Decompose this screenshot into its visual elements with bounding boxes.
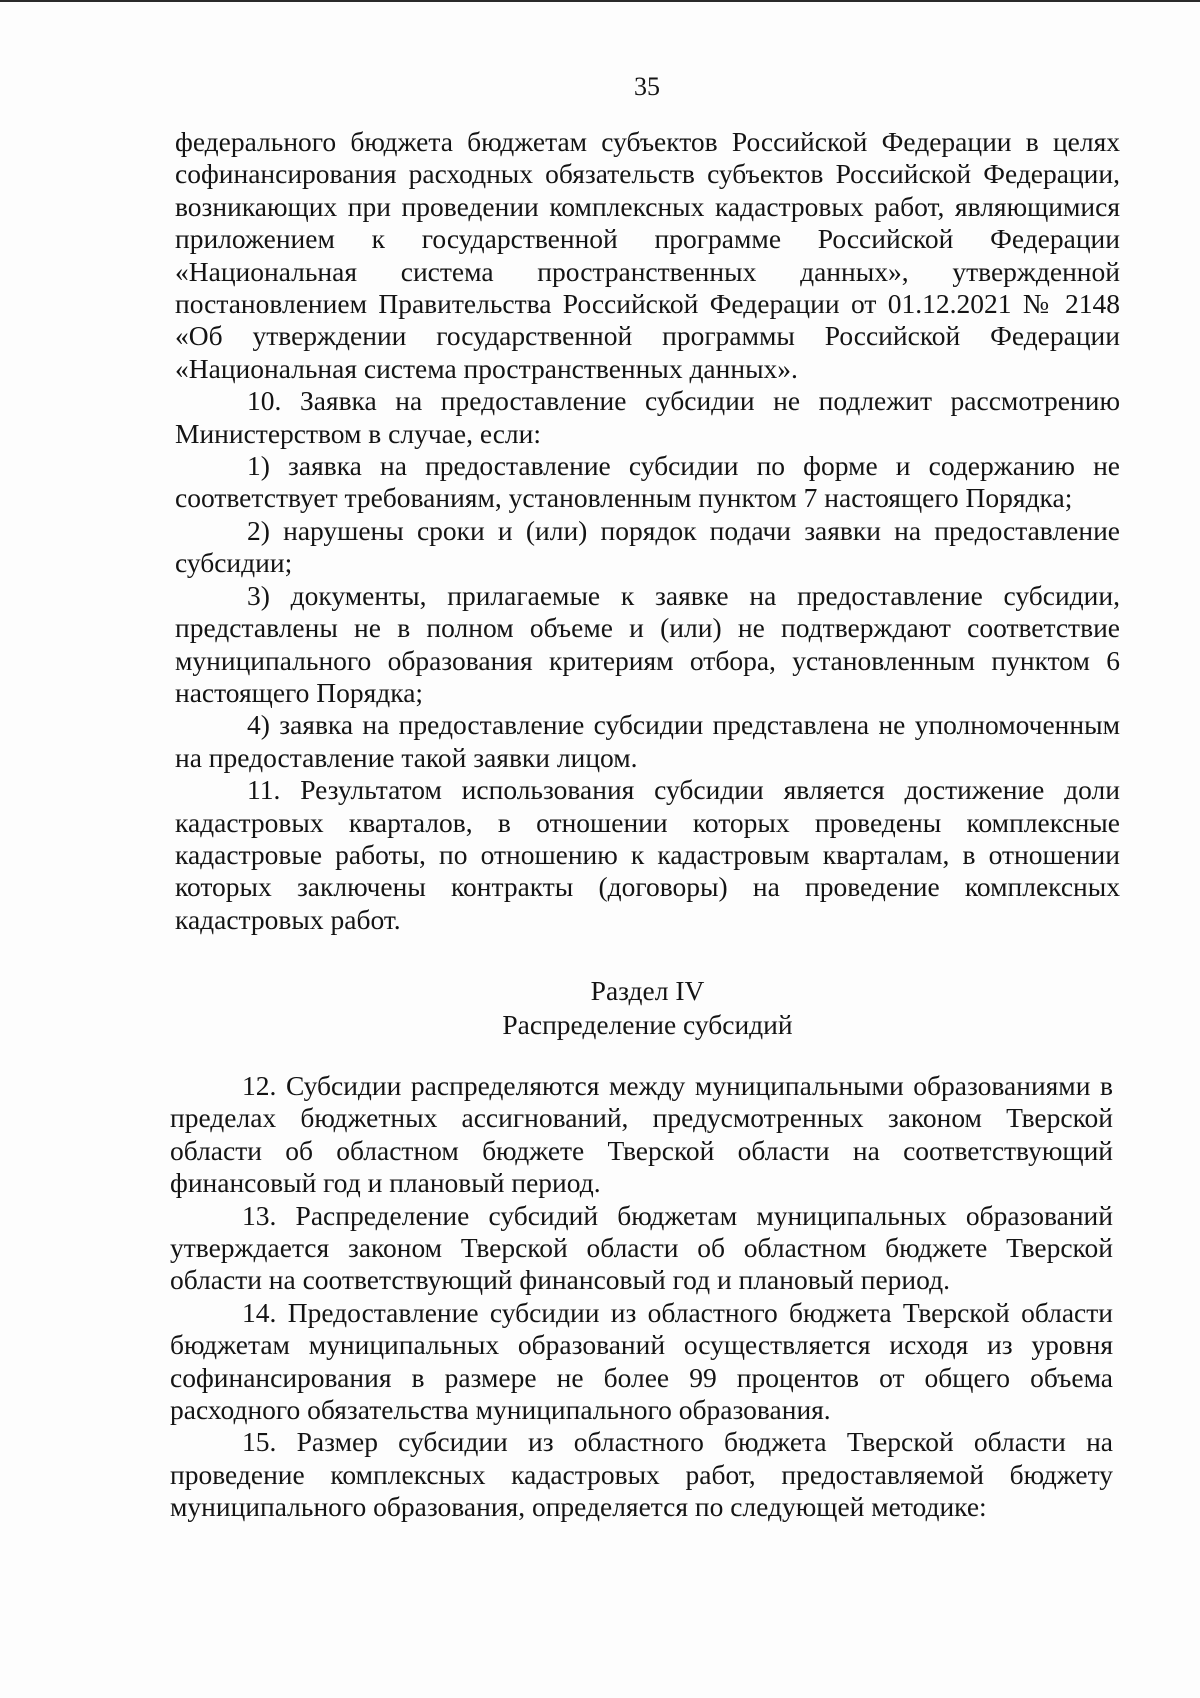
paragraph-continuation: федерального бюджета бюджетам субъектов Российской Федерации в целях софинансирования расходных обязательств субъектов Российской Федерации, возникающих при проведении комплексных кадастровых работ, являющимися приложением к государственной программе Российской Федерации «Национальная система пространственных данных», утвержденной постановлением Правительства Российской Федерации от 01.12.2021 № 2148 «Об утверждении государственной программы Российской Федерации «Национальная система пространственных данных». xyxy=(175,126,1120,384)
section-title: Раздел IV xyxy=(590,975,705,1006)
paragraph-item-10-3: 3) документы, прилагаемые к заявке на предоставление субсидии, представлены не в полном объеме и (или) не подтверждают соответствие муниципального образования критериям отбора, установленным пунктом 6 настоящего Порядка; xyxy=(175,579,1120,708)
text-block-upper xyxy=(175,126,1120,936)
paragraph-item-15: 15. Размер субсидии из областного бюджета Тверской области на проведение комплексных кадастровых работ, предоставляемой бюджету муниципального образования, определяется по следующей методике: xyxy=(170,1426,1113,1523)
text-block-lower xyxy=(170,1070,1113,1524)
paragraph-item-14: 14. Предоставление субсидии из областного бюджета Тверской области бюджетам муниципальных образований осуществляется исходя из уровня софинансирования в размере не более 99 процентов от общего объема расходного обязательства муниципального образования. xyxy=(170,1296,1113,1426)
paragraph-item-10-4: 4) заявка на предоставление субсидии представлена не уполномоченным на предоставление такой заявки лицом. xyxy=(175,709,1120,773)
paragraph-item-10-1: 1) заявка на предоставление субсидии по форме и содержанию не соответствует требованиям, установленным пунктом 7 настоящего Порядка; xyxy=(175,450,1120,514)
paragraph-item-12: 12. Субсидии распределяются между муниципальными образованиями в пределах бюджетных ассигнований, предусмотренных законом Тверской области об областном бюджете Тверской области на соответствующий финансовый год и плановый период. xyxy=(170,1070,1113,1199)
section-subtitle: Распределение субсидий xyxy=(502,1009,793,1040)
scan-top-edge xyxy=(0,0,1200,2)
paragraph-item-11: 11. Результатом использования субсидии является достижение доли кадастровых кварталов, в отношении которых проведены комплексные кадастровые работы, по отношению к кадастровым кварталам, в отношении которых заключены контракты (договоры) на проведение комплексных кадастровых работ. xyxy=(175,774,1120,935)
paragraph-item-10-2: 2) нарушены сроки и (или) порядок подачи заявки на предоставление субсидии; xyxy=(175,514,1120,579)
paragraph-item-13: 13. Распределение субсидий бюджетам муниципальных образований утверждается законом Тверской области об областном бюджете Тверской области на соответствующий финансовый год и плановый период. xyxy=(170,1199,1113,1296)
paragraph-item-10: 10. Заявка на предоставление субсидии не подлежит рассмотрению Министерством в случае, если: xyxy=(175,385,1120,449)
page-number: 35 xyxy=(634,72,660,101)
